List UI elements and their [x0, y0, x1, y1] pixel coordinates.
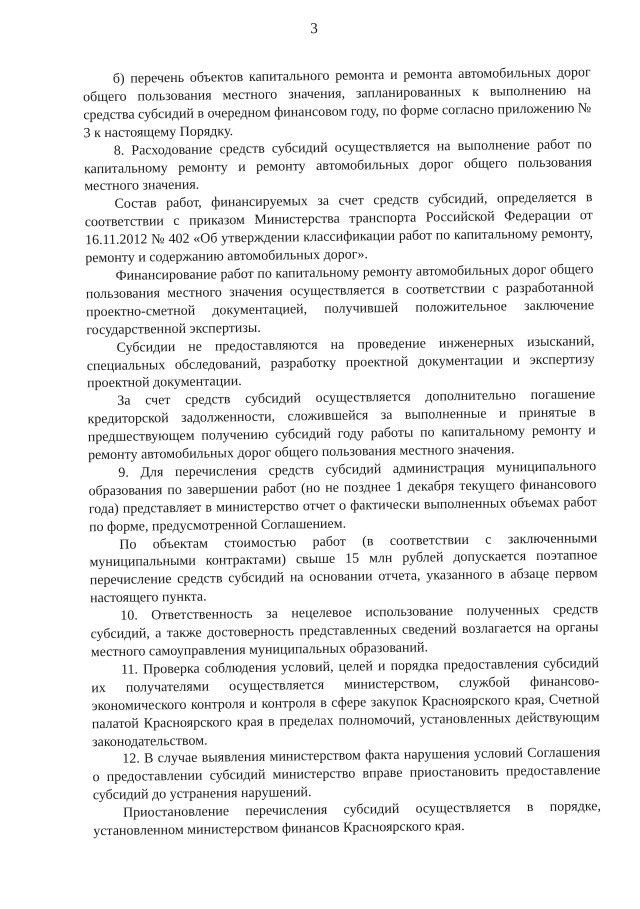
paragraph-11-verification: 11. Проверка соблюдения условий, целей и порядка предоставления субсидий их получателями осуществляется министерством, службой финансово-экономического контроля и контроля в сфере закупок Красноярского края, Счетной палатой Красноярского края в пределах полномочий, установленных действующим законодательством.: [91, 656, 600, 750]
paragraph-financing: Финансирование работ по капитальному ремонту автомобильных дорог общего пользования местного значения осуществляется в соответствии с разработанной проектно-сметной документацией, получившей положительное заключение государственной экспертизы.: [85, 262, 595, 338]
paragraph-9-report: 9. Для перечисления средств субсидий администрация муниципального образования по завершении работ (но не позднее 1 декабря текущего финансового года) представляет в министерство отчет о фактически выполненных объемах работ по форме, предусмотренной Соглашением.: [88, 459, 597, 535]
paragraph-staged-transfer: По объектам стоимостью работ (в соответствии с заключенными муниципальными контрактами) свыше 15 млн рублей допускается поэтапное перечисление средств субсидий на основании отчета, указанного в абзаце первом настоящего пункта.: [89, 530, 598, 607]
paragraph-objects-list: б) перечень объектов капитального ремонта и ремонта автомобильных дорог общего пользования местного значения, запланированных к выполнению на средства субсидий в очередном финансовом году, по форме согласно приложению № 3 к настоящему Порядку.: [82, 65, 592, 141]
paragraph-12-violation: 12. В случае выявления министерством факта нарушения условий Соглашения о предоставлении субсидий министерство вправе приостановить предоставление субсидий до устранения нарушений.: [92, 745, 601, 804]
paragraph-10-responsibility: 10. Ответственность за нецелевое использование полученных средств субсидий, а также достоверность представленных сведений возлагается на органы местного самоуправления муниципальных образований.: [90, 602, 599, 661]
paragraph-not-provided: Субсидии не предоставляются на проведение инженерных изысканий, специальных обследований, разработку проектной документации и экспертизу проектной документации.: [86, 333, 595, 392]
page-number: 3: [310, 20, 318, 38]
paragraph-8-spending: 8. Расходование средств субсидий осуществляется на выполнение работ по капитальному ремонту и ремонту автомобильных дорог общего пользования местного значения.: [83, 136, 593, 195]
paragraph-suspension: Приостановление перечисления субсидий осуществляется в порядке, установленном министерством финансов Красноярского края.: [93, 799, 602, 840]
paragraph-composition-of-works: Состав работ, финансируемых за счет средств субсидий, определяется в соответствии с приказом Министерства транспорта Российской Федерации от 16.11.2012 № 402 «Об утверждении классификации работ по капитальному ремонту, ремонту и содержанию автомобильных дорог».: [84, 190, 594, 267]
document-body: [83, 64, 602, 841]
paragraph-debt-repayment: За счет средств субсидий осуществляется дополнительно погашение кредиторской задолженности, сложившейся за выполненные и принятые в предшествующем получению субсидий году работы по капитальному ремонту и ремонту автомобильных дорог общего пользования местного значения.: [87, 387, 596, 464]
